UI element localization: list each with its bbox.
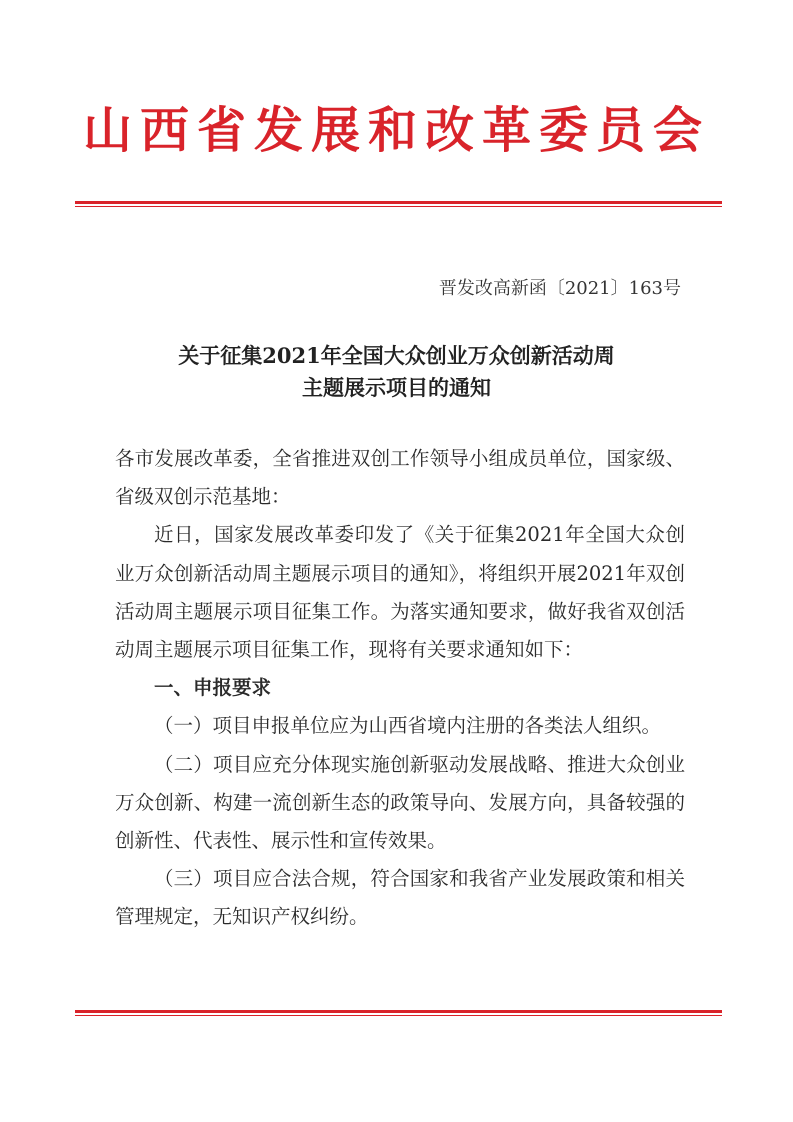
paragraph-intro: 近日，国家发展改革委印发了《关于征集2021年全国大众创业万众创新活动周主题展示项目的通知》，将组织开展2021年双创活动周主题展示项目征集工作。为落实通知要求，做好我省双创活动周主题展示项目征集工作，现将有关要求通知如下： xyxy=(115,523,685,662)
footer-divider xyxy=(75,1010,722,1016)
title-line-2: 主题展示项目的通知 xyxy=(302,375,491,400)
divider-thick-line xyxy=(75,201,722,204)
salutation: 各市发展改革委，全省推进双创工作领导小组成员单位，国家级、省级双创示范基地： xyxy=(115,447,685,509)
footer-thick-line xyxy=(75,1010,722,1013)
document-number: 晋发改高新函〔2021〕163号 xyxy=(438,278,681,299)
letterhead-divider xyxy=(75,201,722,207)
paragraph-requirement-1: （一）项目申报单位应为山西省境内注册的各类法人组织。 xyxy=(154,714,662,738)
document-title xyxy=(0,340,793,404)
section-heading-requirements: 一、申报要求 xyxy=(154,676,272,700)
title-line-1: 关于征集2021年全国大众创业万众创新活动周 xyxy=(178,343,615,368)
document-body xyxy=(115,440,685,937)
divider-thin-line xyxy=(75,206,722,207)
paragraph-requirement-3: （三）项目应合法合规，符合国家和我省产业发展政策和相关管理规定，无知识产权纠纷。 xyxy=(115,867,685,929)
letterhead-org-name: 山西省发展和改革委员会 xyxy=(82,101,710,159)
footer-thin-line xyxy=(75,1015,722,1016)
paragraph-requirement-2: （二）项目应充分体现实施创新驱动发展战略、推进大众创业万众创新、构建一流创新生态的政策导向、发展方向，具备较强的创新性、代表性、展示性和宣传效果。 xyxy=(115,752,685,853)
